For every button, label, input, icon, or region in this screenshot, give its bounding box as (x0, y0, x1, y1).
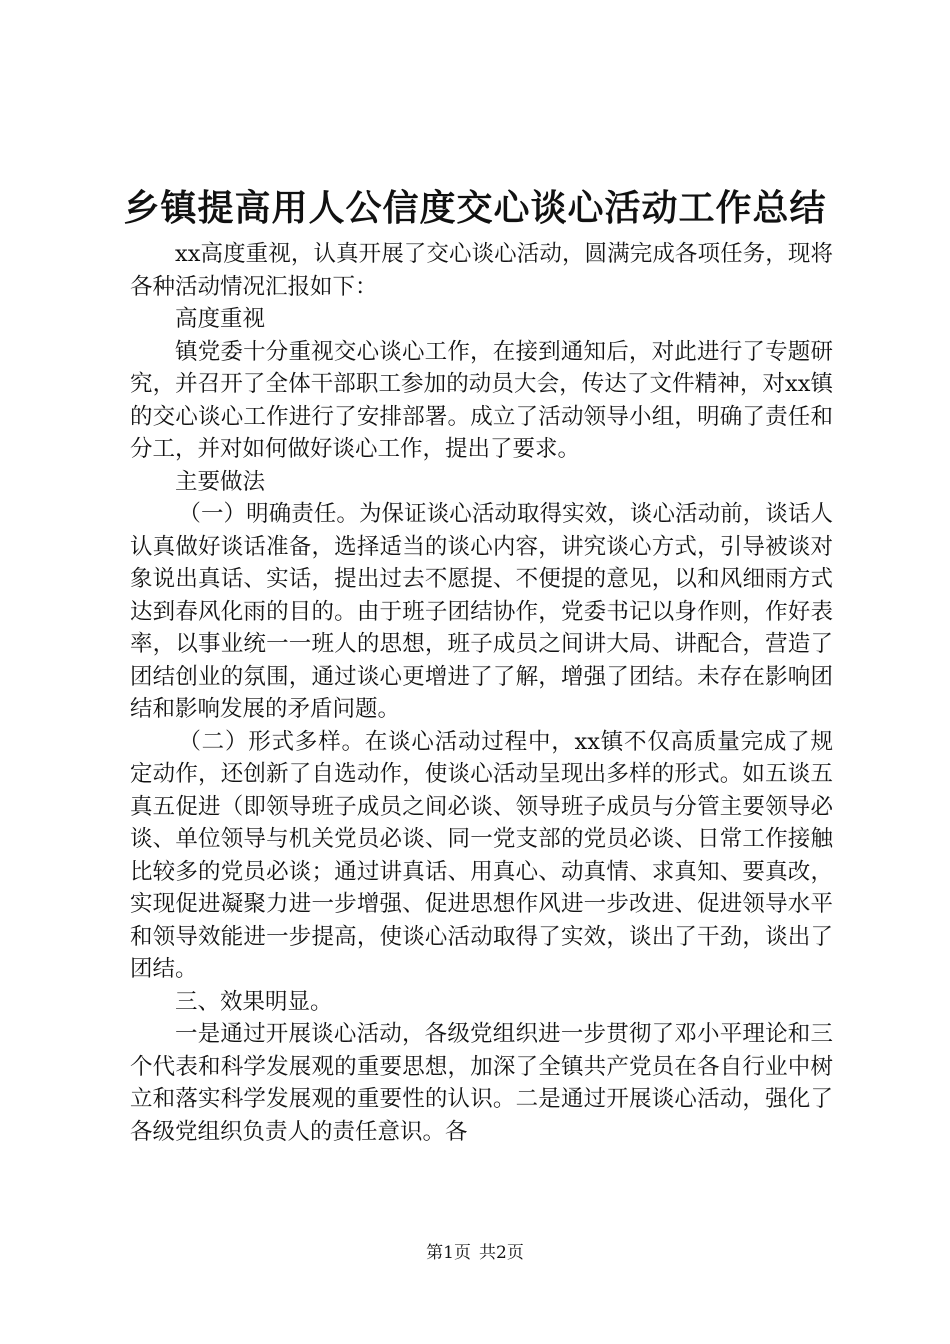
document-title: 乡镇提高用人公信度交心谈心活动工作总结 (123, 187, 827, 229)
page-footer (0, 1242, 950, 1264)
body-paragraph: （一）明确责任。为保证谈心活动取得实效，谈心活动前，谈话人认真做好谈话准备，选择适当的谈心内容，讲究谈心方式，引导被谈对象说出真话、实话，提出过去不愿提、不便提的意见，以和风细雨方式达到春风化雨的目的。由于班子团结协作，党委书记以身作则，作好表率，以事业统一一班人的思想，班子成员之间讲大局、讲配合，营造了团结创业的氛围，通过谈心更增进了了解，增强了团结。未存在影响团结和影响发展的矛盾问题。 (130, 501, 833, 722)
page-total: 共2页 (479, 1243, 524, 1263)
body-paragraph: 一是通过开展谈心活动，各级党组织进一步贯彻了邓小平理论和三个代表和科学发展观的重要思想，加深了全镇共产党员在各自行业中树立和落实科学发展观的重要性的认识。二是通过开展谈心活动，强化了各级党组织负责人的责任意识。各 (130, 1021, 833, 1145)
document-body (130, 238, 833, 1148)
section-heading: 主要做法 (175, 468, 266, 495)
section-heading: 三、效果明显。 (175, 988, 333, 1015)
page-number: 第1页 (426, 1243, 471, 1263)
body-paragraph: （二）形式多样。在谈心活动过程中，xx镇不仅高质量完成了规定动作，还创新了自选动作，使谈心活动呈现出多样的形式。如五谈五真五促进（即领导班子成员之间必谈、领导班子成员与分管主要领导必谈、单位领导与机关党员必谈、同一党支部的党员必谈、日常工作接触比较多的党员必谈；通过讲真话、用真心、动真情、求真知、要真改，实现促进凝聚力进一步增强、促进思想作风进一步改进、促进领导水平和领导效能进一步提高，使谈心活动取得了实效，谈出了干劲，谈出了团结。 (130, 728, 833, 982)
body-paragraph: 镇党委十分重视交心谈心工作，在接到通知后，对此进行了专题研究，并召开了全体干部职工参加的动员大会，传达了文件精神，对xx镇的交心谈心工作进行了安排部署。成立了活动领导小组，明确了责任和分工，并对如何做好谈心工作，提出了要求。 (130, 338, 833, 462)
section-heading: 高度重视 (175, 306, 266, 332)
intro-paragraph: xx高度重视，认真开展了交心谈心活动，圆满完成各项任务，现将各种活动情况汇报如下： (130, 241, 833, 300)
